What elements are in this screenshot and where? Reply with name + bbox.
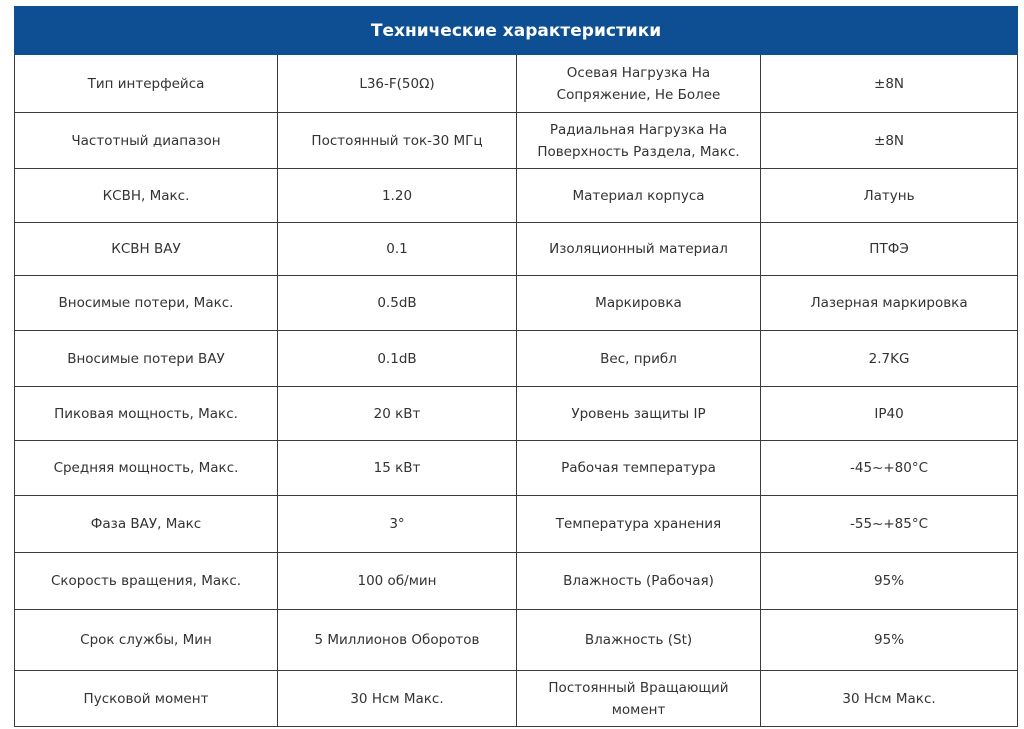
table-row: [15, 496, 1018, 553]
param-value: 100 об/мин: [278, 553, 517, 610]
param-name: Материал корпуса: [517, 169, 761, 223]
param-value: Лазерная маркировка: [761, 276, 1018, 331]
param-value: Латунь: [761, 169, 1018, 223]
param-value: Постоянный ток-30 МГц: [278, 113, 517, 169]
param-value: 3°: [278, 496, 517, 553]
table-row: [15, 441, 1018, 496]
param-name: Температура хранения: [517, 496, 761, 553]
param-name: Срок службы, Мин: [15, 610, 278, 671]
table-row: [15, 331, 1018, 387]
param-value: -45~+80°C: [761, 441, 1018, 496]
param-value: 0.5dB: [278, 276, 517, 331]
param-name: КСВН ВАУ: [15, 223, 278, 276]
table-row: [15, 610, 1018, 671]
param-value: L36-F(50Ω): [278, 55, 517, 113]
param-value: 5 Миллионов Оборотов: [278, 610, 517, 671]
table-row: [15, 223, 1018, 276]
param-name: Осевая Нагрузка На Сопряжение, Не Более: [517, 55, 761, 113]
param-name: Фаза ВАУ, Макс: [15, 496, 278, 553]
param-value: 15 кВт: [278, 441, 517, 496]
param-value: ±8N: [761, 55, 1018, 113]
param-value: 95%: [761, 610, 1018, 671]
table-row: [15, 387, 1018, 441]
param-value: 0.1: [278, 223, 517, 276]
param-value: 95%: [761, 553, 1018, 610]
param-name: Уровень защиты IP: [517, 387, 761, 441]
param-name: Вес, прибл: [517, 331, 761, 387]
table-title: Технические характеристики: [15, 7, 1018, 55]
spec-table-container: [14, 6, 1017, 727]
param-value: 20 кВт: [278, 387, 517, 441]
param-value: 0.1dB: [278, 331, 517, 387]
param-name: Радиальная Нагрузка На Поверхность Раздела, Макс.: [517, 113, 761, 169]
table-row: [15, 169, 1018, 223]
param-value: -55~+85°C: [761, 496, 1018, 553]
param-name: Влажность (St): [517, 610, 761, 671]
table-row: [15, 553, 1018, 610]
table-row: [15, 55, 1018, 113]
param-name: Пиковая мощность, Макс.: [15, 387, 278, 441]
param-value: 1.20: [278, 169, 517, 223]
param-value: ±8N: [761, 113, 1018, 169]
param-name: Вносимые потери ВАУ: [15, 331, 278, 387]
param-name: Пусковой момент: [15, 671, 278, 727]
spec-table: [14, 6, 1018, 727]
param-name: Влажность (Рабочая): [517, 553, 761, 610]
param-name: Тип интерфейса: [15, 55, 278, 113]
param-name: Частотный диапазон: [15, 113, 278, 169]
table-row: [15, 671, 1018, 727]
table-row: [15, 276, 1018, 331]
param-name: КСВН, Макс.: [15, 169, 278, 223]
param-name: Маркировка: [517, 276, 761, 331]
param-value: IP40: [761, 387, 1018, 441]
param-name: Постоянный Вращающий момент: [517, 671, 761, 727]
table-row: [15, 113, 1018, 169]
param-name: Вносимые потери, Макс.: [15, 276, 278, 331]
param-name: Рабочая температура: [517, 441, 761, 496]
param-name: Скорость вращения, Макс.: [15, 553, 278, 610]
param-value: ПТФЭ: [761, 223, 1018, 276]
table-header-row: [15, 7, 1018, 55]
param-value: 30 Нсм Макс.: [278, 671, 517, 727]
param-value: 2.7KG: [761, 331, 1018, 387]
param-name: Изоляционный материал: [517, 223, 761, 276]
param-value: 30 Нсм Макс.: [761, 671, 1018, 727]
param-name: Средняя мощность, Макс.: [15, 441, 278, 496]
